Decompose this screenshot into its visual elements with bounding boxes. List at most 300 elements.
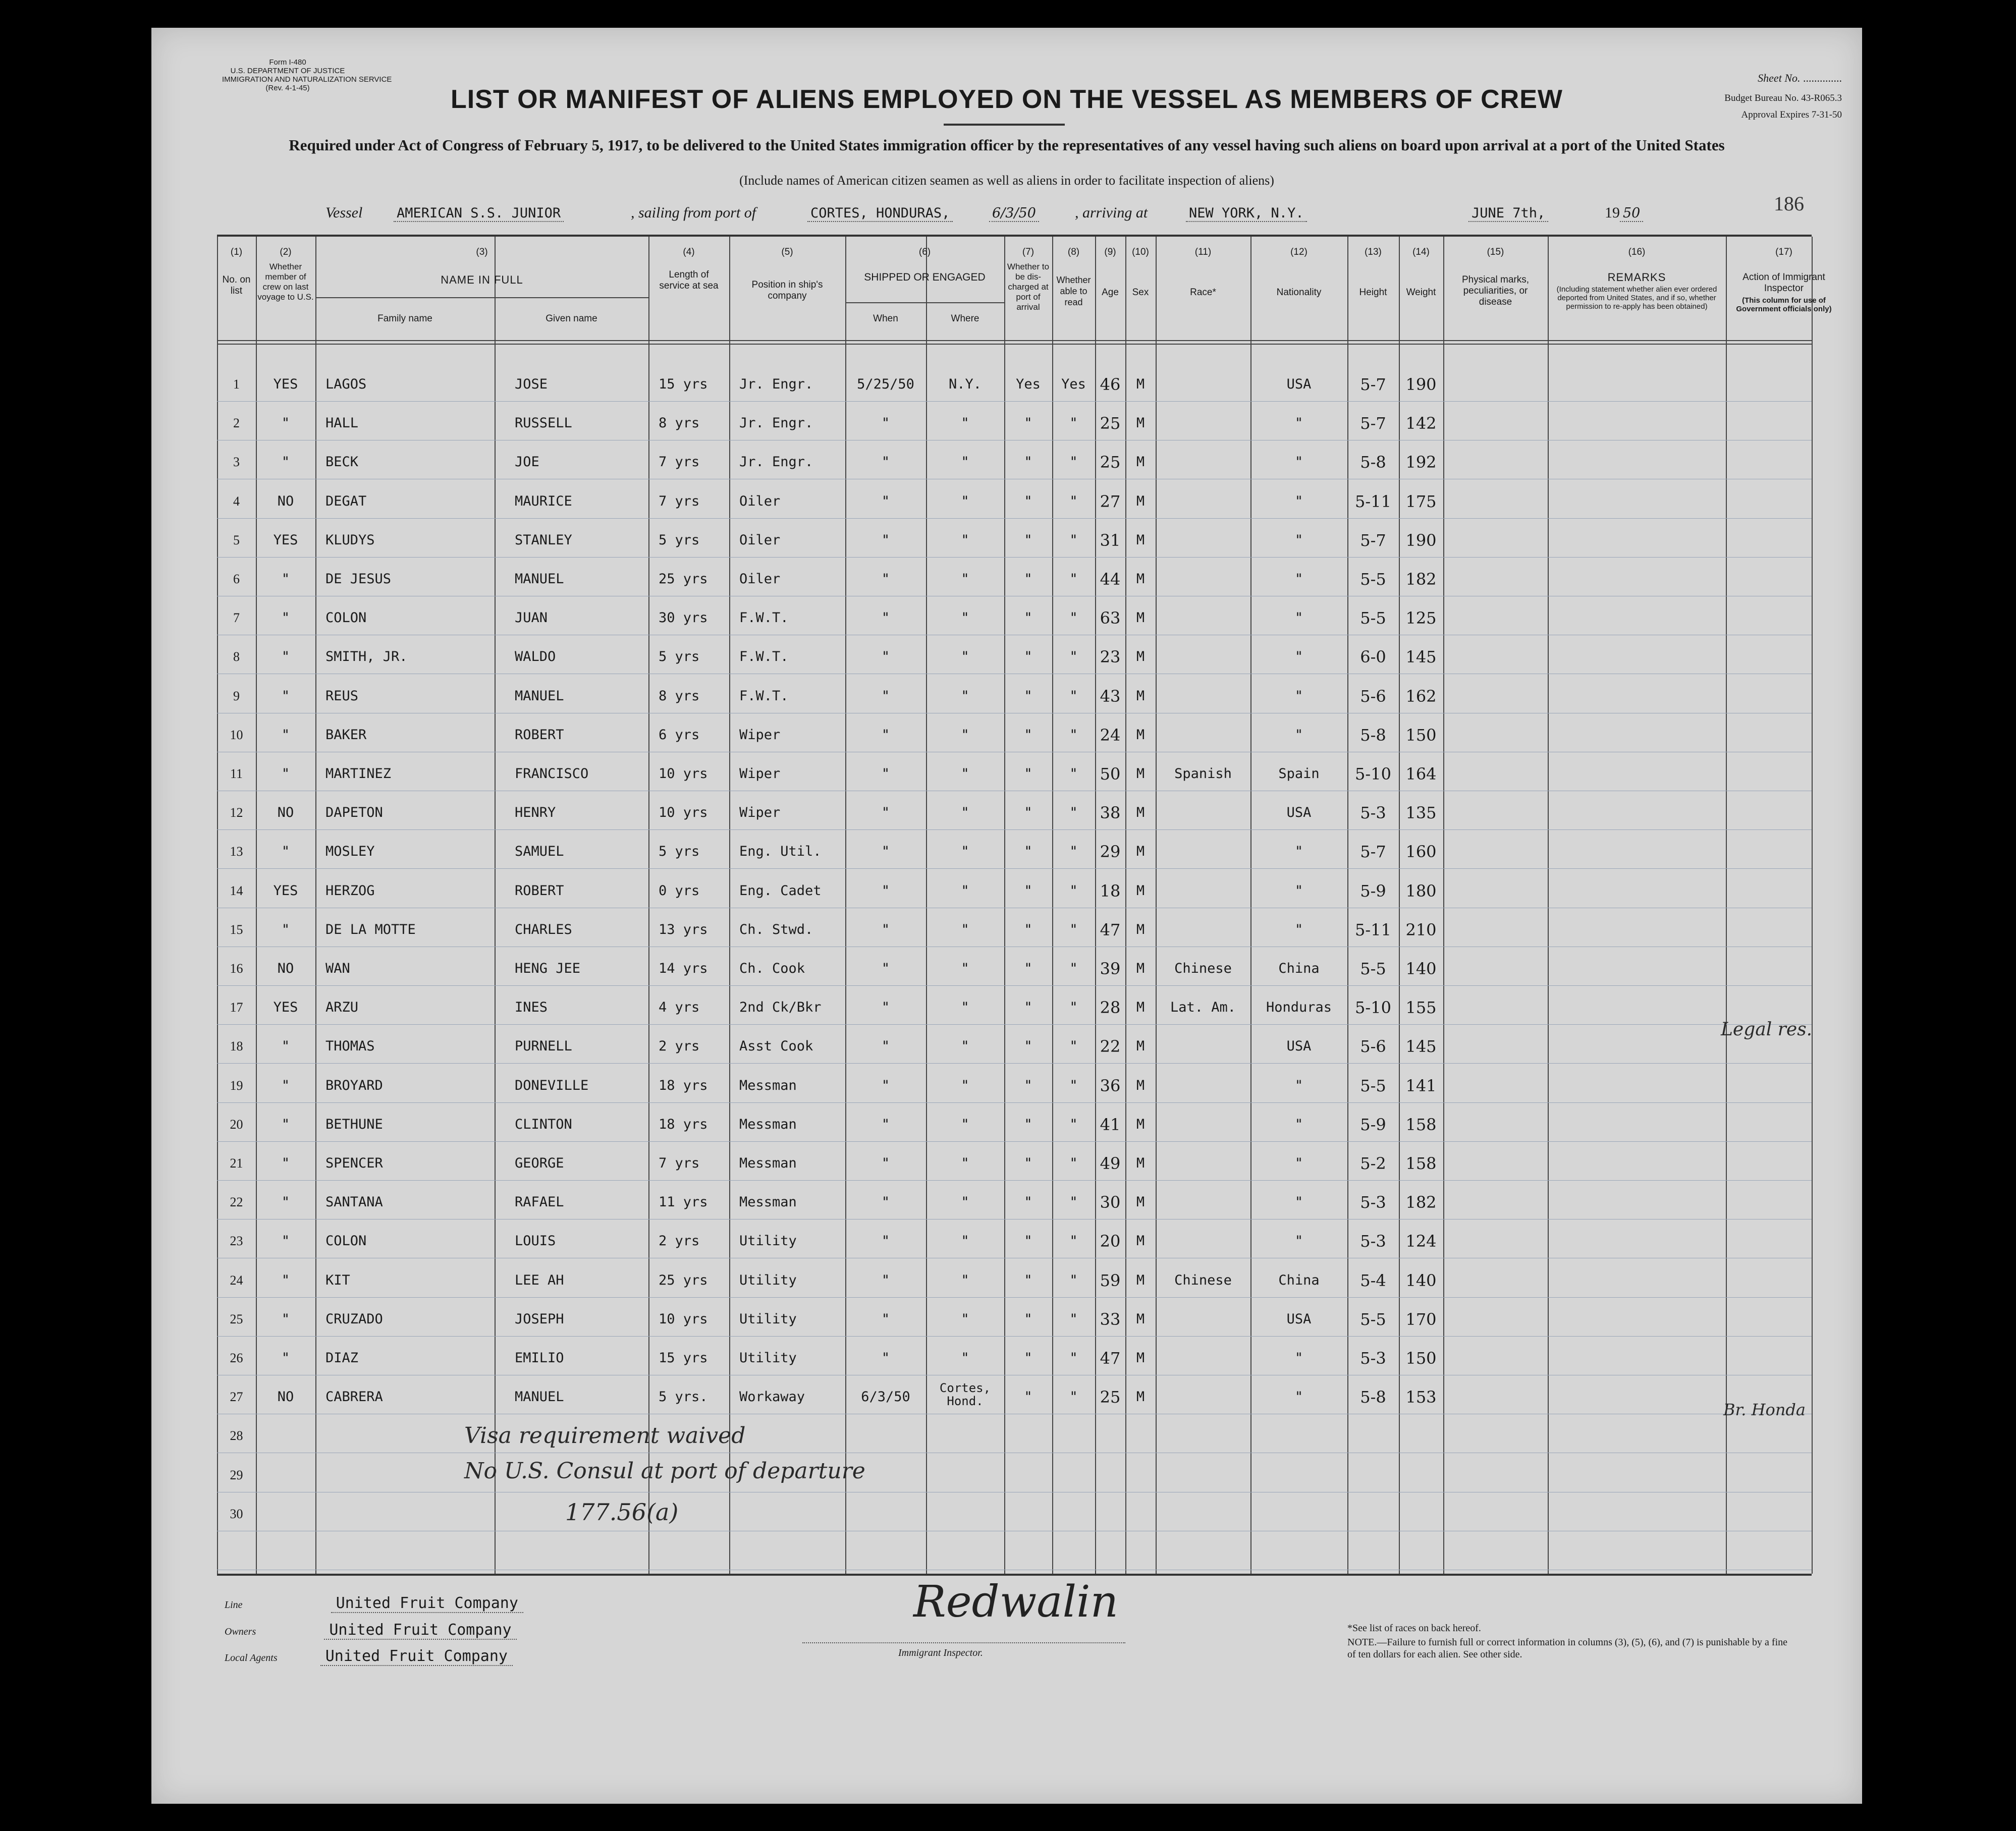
column-rule bbox=[1125, 237, 1126, 1574]
sailing-label: , sailing from port of bbox=[631, 204, 756, 221]
remark-row17: Legal res. bbox=[1721, 1019, 1813, 1040]
able-to-read: Yes bbox=[1061, 376, 1086, 392]
col14-header: Weight bbox=[1406, 287, 1436, 298]
height: 5-3 bbox=[1360, 803, 1386, 823]
able-to-read: " bbox=[1069, 1155, 1078, 1171]
race-note: *See list of races on back hereof. bbox=[1347, 1623, 1481, 1634]
shipped-where: " bbox=[961, 1194, 969, 1210]
sex: M bbox=[1136, 1077, 1145, 1093]
height: 5-5 bbox=[1360, 608, 1386, 628]
column-rule bbox=[1347, 237, 1348, 1574]
height: 5-3 bbox=[1360, 1193, 1386, 1212]
row-number: 23 bbox=[230, 1234, 243, 1249]
row-number: 9 bbox=[233, 688, 240, 703]
col4-header: Length of service at sea bbox=[659, 269, 719, 291]
col12-number: (12) bbox=[1290, 247, 1307, 257]
weight: 160 bbox=[1405, 842, 1437, 862]
age: 31 bbox=[1100, 530, 1121, 550]
length-of-service: 5 yrs bbox=[659, 844, 700, 860]
position: Oiler bbox=[739, 493, 781, 509]
manifest-page bbox=[151, 28, 1862, 1804]
discharged: Yes bbox=[1016, 376, 1041, 392]
height: 5-8 bbox=[1360, 453, 1386, 472]
sex: M bbox=[1136, 454, 1145, 470]
weight: 158 bbox=[1405, 1115, 1437, 1134]
prev-voyage: NO bbox=[277, 961, 294, 976]
age: 25 bbox=[1100, 1388, 1121, 1407]
able-to-read: " bbox=[1069, 649, 1078, 665]
nationality: China bbox=[1278, 1272, 1320, 1288]
position: Messman bbox=[739, 1077, 797, 1093]
discharged: " bbox=[1024, 1194, 1032, 1210]
length-of-service: 25 yrs bbox=[659, 1272, 708, 1288]
column-rule bbox=[1095, 237, 1096, 1574]
header-rule bbox=[217, 344, 1812, 345]
fine-note: NOTE.—Failure to furnish full or correct information in columns (3), (5), (6), and (7) is punishable by a fine of ten dollars for each alien. See other side. bbox=[1347, 1637, 1788, 1660]
age: 47 bbox=[1100, 920, 1121, 939]
sex: M bbox=[1136, 1194, 1145, 1210]
length-of-service: 8 yrs bbox=[659, 688, 700, 704]
height: 5-7 bbox=[1360, 414, 1386, 433]
col17-header: Action of Immigrant Inspector bbox=[1742, 272, 1825, 294]
col5-header: Position in ship's company bbox=[751, 280, 823, 301]
age: 44 bbox=[1100, 570, 1121, 589]
position: Messman bbox=[739, 1116, 797, 1132]
height: 5-8 bbox=[1360, 1388, 1386, 1407]
column-rule bbox=[1812, 237, 1813, 1574]
able-to-read: " bbox=[1069, 1000, 1078, 1016]
discharged: " bbox=[1024, 766, 1032, 782]
shipped-when: " bbox=[881, 882, 890, 899]
given-name: SAMUEL bbox=[515, 844, 564, 860]
discharged: " bbox=[1024, 961, 1032, 976]
age: 22 bbox=[1100, 1037, 1121, 1057]
shipped-when: " bbox=[881, 805, 890, 821]
prev-voyage: " bbox=[281, 610, 290, 626]
position: Utility bbox=[739, 1272, 797, 1288]
form-number: Form I-480 bbox=[269, 58, 306, 67]
height: 5-9 bbox=[1360, 881, 1386, 901]
prev-voyage: NO bbox=[277, 805, 294, 821]
height: 5-10 bbox=[1355, 764, 1391, 784]
position: Jr. Engr. bbox=[739, 376, 813, 392]
position: Jr. Engr. bbox=[739, 415, 813, 431]
shipped-where: " bbox=[961, 766, 969, 782]
shipped-when: " bbox=[881, 1116, 890, 1132]
row-number: 18 bbox=[230, 1039, 243, 1054]
column-rule bbox=[1443, 237, 1444, 1574]
age: 63 bbox=[1100, 608, 1121, 628]
handwritten-note-2: No U.S. Consul at port of departure bbox=[464, 1458, 865, 1484]
family-name: SMITH, JR. bbox=[325, 649, 408, 665]
shipped-when: " bbox=[881, 727, 890, 743]
height: 5-5 bbox=[1360, 570, 1386, 589]
shipped-where: " bbox=[961, 610, 969, 626]
shipped-when: " bbox=[881, 1272, 890, 1288]
row-number: 25 bbox=[230, 1311, 243, 1326]
footer-agents: Local Agents United Fruit Company bbox=[225, 1647, 513, 1665]
col8-number: (8) bbox=[1067, 247, 1080, 257]
discharged: " bbox=[1024, 805, 1032, 821]
shipped-where: " bbox=[961, 571, 969, 587]
col8-header: Whether able to read bbox=[1056, 275, 1091, 307]
shipped-when: " bbox=[881, 1194, 890, 1210]
prev-voyage: YES bbox=[273, 376, 298, 392]
col4-number: (4) bbox=[683, 247, 695, 257]
age: 46 bbox=[1100, 375, 1121, 394]
position: 2nd Ck/Bkr bbox=[739, 1000, 822, 1016]
subtitle-note: (Include names of American citizen seamen as well as aliens in order to facilitate inspection of aliens) bbox=[739, 173, 1274, 188]
discharged: " bbox=[1024, 493, 1032, 509]
col10-number: (10) bbox=[1132, 247, 1149, 257]
col7-header: Whether to be dis-charged at port of arrival bbox=[1007, 262, 1050, 312]
height: 5-7 bbox=[1360, 530, 1386, 550]
column-rule bbox=[1250, 237, 1251, 1574]
given-name: MANUEL bbox=[515, 1389, 564, 1405]
nationality: USA bbox=[1286, 376, 1312, 392]
discharged: " bbox=[1024, 1233, 1032, 1249]
family-name: LAGOS bbox=[325, 376, 367, 392]
col17-subheader: (This column for use of Government officials only) bbox=[1736, 296, 1832, 313]
length-of-service: 18 yrs bbox=[659, 1077, 708, 1093]
position: Asst Cook bbox=[739, 1038, 813, 1055]
given-name: JOSEPH bbox=[515, 1311, 564, 1327]
shipped-where: " bbox=[961, 1038, 969, 1055]
nationality: " bbox=[1294, 1350, 1303, 1366]
age: 20 bbox=[1100, 1232, 1121, 1251]
sex: M bbox=[1136, 961, 1145, 976]
height: 5-5 bbox=[1360, 1076, 1386, 1095]
shipped-where: " bbox=[961, 493, 969, 509]
shipped-where: " bbox=[961, 961, 969, 976]
able-to-read: " bbox=[1069, 1116, 1078, 1132]
position: F.W.T. bbox=[739, 688, 789, 704]
height: 5-6 bbox=[1360, 1037, 1386, 1057]
shipped-when: 6/3/50 bbox=[861, 1389, 910, 1405]
family-name: MOSLEY bbox=[325, 844, 375, 860]
length-of-service: 5 yrs bbox=[659, 649, 700, 665]
weight: 125 bbox=[1405, 608, 1437, 628]
weight: 210 bbox=[1405, 920, 1437, 939]
prev-voyage: " bbox=[281, 921, 290, 937]
height: 5-5 bbox=[1360, 959, 1386, 978]
row-number: 21 bbox=[230, 1156, 243, 1171]
family-name: MARTINEZ bbox=[325, 766, 392, 782]
sex: M bbox=[1136, 844, 1145, 860]
family-name: DEGAT bbox=[325, 493, 367, 509]
weight: 164 bbox=[1405, 764, 1437, 784]
length-of-service: 6 yrs bbox=[659, 727, 700, 743]
weight: 182 bbox=[1405, 1193, 1437, 1212]
col5-number: (5) bbox=[781, 247, 793, 257]
revision: (Rev. 4-1-45) bbox=[265, 84, 310, 92]
row-number: 13 bbox=[230, 844, 243, 859]
discharged: " bbox=[1024, 1155, 1032, 1171]
prev-voyage: " bbox=[281, 415, 290, 431]
length-of-service: 15 yrs bbox=[659, 1350, 708, 1366]
nationality: " bbox=[1294, 921, 1303, 937]
budget-bureau: Budget Bureau No. 43-R065.3 bbox=[1724, 93, 1842, 103]
weight: 140 bbox=[1405, 959, 1437, 978]
prev-voyage: YES bbox=[273, 532, 298, 548]
age: 28 bbox=[1100, 998, 1121, 1018]
sex: M bbox=[1136, 1350, 1145, 1366]
crew-table bbox=[217, 235, 1832, 1576]
nationality: Spain bbox=[1278, 766, 1320, 782]
length-of-service: 14 yrs bbox=[659, 961, 708, 976]
family-name: HALL bbox=[325, 415, 359, 431]
family-name: BAKER bbox=[325, 727, 367, 743]
handwritten-note-1: Visa requirement waived bbox=[464, 1423, 746, 1449]
sex: M bbox=[1136, 882, 1145, 899]
family-name: SPENCER bbox=[325, 1155, 383, 1171]
height: 5-8 bbox=[1360, 725, 1386, 745]
shipped-when: " bbox=[881, 921, 890, 937]
weight: 145 bbox=[1405, 647, 1437, 667]
arrival-year: 19 50 bbox=[1605, 204, 1643, 221]
col2-header: Whether member of crew on last voyage to U.S. bbox=[257, 262, 314, 302]
given-name: JUAN bbox=[515, 610, 548, 626]
row-ruling bbox=[217, 1063, 1812, 1064]
given-name: LEE AH bbox=[515, 1272, 564, 1288]
sex: M bbox=[1136, 766, 1145, 782]
sex: M bbox=[1136, 805, 1145, 821]
signature-line bbox=[802, 1642, 1125, 1643]
age: 49 bbox=[1100, 1154, 1121, 1173]
column-rule bbox=[648, 237, 649, 1574]
row-ruling bbox=[217, 985, 1812, 986]
col17-number: (17) bbox=[1775, 247, 1792, 257]
row-ruling bbox=[217, 1336, 1812, 1337]
length-of-service: 2 yrs bbox=[659, 1233, 700, 1249]
row-number: 26 bbox=[230, 1351, 243, 1365]
nationality: " bbox=[1294, 1077, 1303, 1093]
sex: M bbox=[1136, 649, 1145, 665]
row-number: 14 bbox=[230, 883, 243, 898]
col7-number: (7) bbox=[1022, 247, 1034, 257]
weight: 162 bbox=[1405, 686, 1437, 706]
shipped-when: " bbox=[881, 415, 890, 431]
shipped-where: " bbox=[961, 1077, 969, 1093]
given-name: EMILIO bbox=[515, 1350, 564, 1366]
nationality: " bbox=[1294, 882, 1303, 899]
row-ruling bbox=[217, 401, 1812, 402]
document-subtitle: Required under Act of Congress of February 5, 1917, to be delivered to the United States immigration officer by the representatives of any vessel having such aliens on board upon arrival at a port of the United States bbox=[289, 136, 1725, 154]
row-number: 20 bbox=[230, 1117, 243, 1132]
row-number: 29 bbox=[230, 1467, 243, 1482]
position: Wiper bbox=[739, 805, 781, 821]
given-name: RUSSELL bbox=[515, 415, 572, 431]
family-name: HERZOG bbox=[325, 882, 375, 899]
shipped-where: " bbox=[961, 1233, 969, 1249]
weight: 190 bbox=[1405, 375, 1437, 394]
shipped-when: " bbox=[881, 1077, 890, 1093]
given-name: JOSE bbox=[515, 376, 548, 392]
title-underline bbox=[944, 124, 1065, 126]
able-to-read: " bbox=[1069, 1233, 1078, 1249]
length-of-service: 10 yrs bbox=[659, 805, 708, 821]
where-header: Where bbox=[951, 313, 979, 324]
given-name: DONEVILLE bbox=[515, 1077, 589, 1093]
position: Wiper bbox=[739, 766, 781, 782]
col14-number: (14) bbox=[1412, 247, 1430, 257]
age: 27 bbox=[1100, 491, 1121, 511]
row-number: 4 bbox=[233, 493, 240, 509]
col2-number: (2) bbox=[280, 247, 292, 257]
able-to-read: " bbox=[1069, 610, 1078, 626]
age: 41 bbox=[1100, 1115, 1121, 1134]
discharged: " bbox=[1024, 454, 1032, 470]
col9-number: (9) bbox=[1104, 247, 1116, 257]
family-name: BECK bbox=[325, 454, 359, 470]
nationality: " bbox=[1294, 1389, 1303, 1405]
position: Workaway bbox=[739, 1389, 805, 1405]
row-number: 3 bbox=[233, 455, 240, 470]
row-number: 24 bbox=[230, 1272, 243, 1288]
able-to-read: " bbox=[1069, 882, 1078, 899]
discharged: " bbox=[1024, 1077, 1032, 1093]
able-to-read: " bbox=[1069, 1272, 1078, 1288]
column-rule bbox=[1156, 237, 1157, 1574]
weight: 190 bbox=[1405, 530, 1437, 550]
nationality: " bbox=[1294, 610, 1303, 626]
family-name: KIT bbox=[325, 1272, 350, 1288]
prev-voyage: " bbox=[281, 571, 290, 587]
col11-number: (11) bbox=[1194, 247, 1212, 257]
age: 33 bbox=[1100, 1309, 1121, 1329]
nationality: " bbox=[1294, 844, 1303, 860]
able-to-read: " bbox=[1069, 1077, 1078, 1093]
header-rule bbox=[845, 302, 1004, 303]
column-rule bbox=[256, 237, 257, 1574]
race: Spanish bbox=[1174, 766, 1232, 782]
given-name: INES bbox=[515, 1000, 548, 1016]
family-name: COLON bbox=[325, 610, 367, 626]
age: 38 bbox=[1100, 803, 1121, 823]
sex: M bbox=[1136, 376, 1145, 392]
family-name: WAN bbox=[325, 961, 350, 976]
length-of-service: 7 yrs bbox=[659, 493, 700, 509]
discharged: " bbox=[1024, 688, 1032, 704]
age: 29 bbox=[1100, 842, 1121, 862]
prev-voyage: YES bbox=[273, 1000, 298, 1016]
row-number: 22 bbox=[230, 1195, 243, 1210]
weight: 182 bbox=[1405, 570, 1437, 589]
document-title: LIST OR MANIFEST OF ALIENS EMPLOYED ON THE VESSEL AS MEMBERS OF CREW bbox=[451, 85, 1563, 114]
column-rule bbox=[926, 237, 927, 1574]
given-name: ROBERT bbox=[515, 882, 564, 899]
col1-header: No. on list bbox=[222, 274, 251, 296]
weight: 180 bbox=[1405, 881, 1437, 901]
length-of-service: 5 yrs bbox=[659, 532, 700, 548]
given-name: JOE bbox=[515, 454, 539, 470]
col11-header: Race* bbox=[1190, 287, 1216, 298]
able-to-read: " bbox=[1069, 1389, 1078, 1405]
arriving-label: , arriving at bbox=[1075, 204, 1148, 221]
column-rule bbox=[845, 237, 846, 1574]
nationality: " bbox=[1294, 415, 1303, 431]
row-number: 16 bbox=[230, 961, 243, 976]
shipped-when: " bbox=[881, 1038, 890, 1055]
col6-number: (6) bbox=[918, 247, 931, 257]
weight: 175 bbox=[1405, 491, 1437, 511]
col10-header: Sex bbox=[1132, 287, 1149, 298]
age: 43 bbox=[1100, 686, 1121, 706]
prev-voyage: NO bbox=[277, 1389, 294, 1405]
discharged: " bbox=[1024, 1116, 1032, 1132]
prev-voyage: " bbox=[281, 688, 290, 704]
row-ruling bbox=[217, 1297, 1812, 1298]
weight: 150 bbox=[1405, 1349, 1437, 1368]
row-number: 11 bbox=[230, 766, 243, 781]
prev-voyage: " bbox=[281, 454, 290, 470]
sex: M bbox=[1136, 688, 1145, 704]
shipped-where: " bbox=[961, 415, 969, 431]
nationality: " bbox=[1294, 1233, 1303, 1249]
col16-number: (16) bbox=[1628, 247, 1646, 257]
length-of-service: 7 yrs bbox=[659, 1155, 700, 1171]
height: 5-4 bbox=[1360, 1270, 1386, 1290]
nationality: " bbox=[1294, 571, 1303, 587]
col13-number: (13) bbox=[1365, 247, 1382, 257]
nationality: USA bbox=[1286, 1038, 1312, 1055]
row-number: 17 bbox=[230, 1000, 243, 1015]
position: Wiper bbox=[739, 727, 781, 743]
col1-number: (1) bbox=[230, 247, 243, 257]
able-to-read: " bbox=[1069, 571, 1078, 587]
discharged: " bbox=[1024, 610, 1032, 626]
discharged: " bbox=[1024, 1272, 1032, 1288]
length-of-service: 10 yrs bbox=[659, 766, 708, 782]
discharged: " bbox=[1024, 1000, 1032, 1016]
prev-voyage: " bbox=[281, 1233, 290, 1249]
shipped-where: " bbox=[961, 727, 969, 743]
position: F.W.T. bbox=[739, 610, 789, 626]
age: 24 bbox=[1100, 725, 1121, 745]
weight: 141 bbox=[1405, 1076, 1437, 1095]
age: 36 bbox=[1100, 1076, 1121, 1095]
shipped-when: " bbox=[881, 1000, 890, 1016]
nationality: Honduras bbox=[1266, 1000, 1332, 1016]
able-to-read: " bbox=[1069, 688, 1078, 704]
given-name: MANUEL bbox=[515, 571, 564, 587]
prev-voyage: " bbox=[281, 1311, 290, 1327]
col16-header: REMARKS bbox=[1607, 271, 1666, 284]
shipped-when: " bbox=[881, 649, 890, 665]
shipped-when: " bbox=[881, 766, 890, 782]
length-of-service: 4 yrs bbox=[659, 1000, 700, 1016]
weight: 140 bbox=[1405, 1270, 1437, 1290]
length-of-service: 8 yrs bbox=[659, 415, 700, 431]
family-name: ARZU bbox=[325, 1000, 359, 1016]
footer-owners: Owners United Fruit Company bbox=[225, 1621, 517, 1639]
weight: 124 bbox=[1405, 1232, 1437, 1251]
weight: 170 bbox=[1405, 1309, 1437, 1329]
family-name: DE LA MOTTE bbox=[325, 921, 416, 937]
shipped-when: " bbox=[881, 1350, 890, 1366]
length-of-service: 30 yrs bbox=[659, 610, 708, 626]
prev-voyage: " bbox=[281, 766, 290, 782]
column-rule bbox=[1726, 237, 1727, 1574]
able-to-read: " bbox=[1069, 805, 1078, 821]
able-to-read: " bbox=[1069, 961, 1078, 976]
discharged: " bbox=[1024, 882, 1032, 899]
shipped-where: " bbox=[961, 1116, 969, 1132]
nationality: China bbox=[1278, 961, 1320, 976]
shipped-when: " bbox=[881, 961, 890, 976]
page-number: 186 bbox=[1774, 192, 1804, 215]
length-of-service: 5 yrs. bbox=[659, 1389, 708, 1405]
